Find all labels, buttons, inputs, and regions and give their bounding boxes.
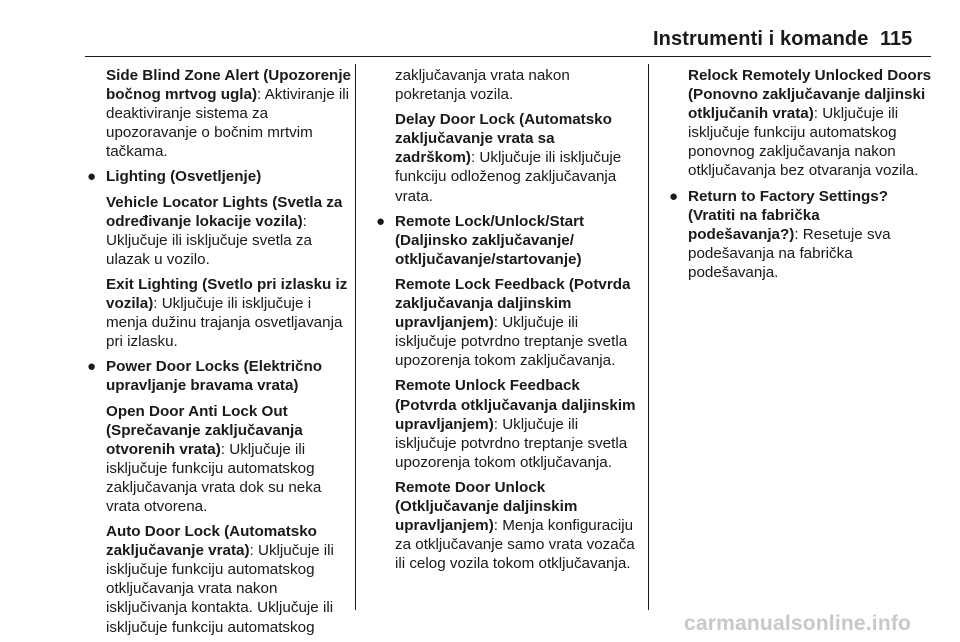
bullet-item <box>668 187 932 282</box>
bullet-icon: ● <box>669 187 679 205</box>
bullet-title: Power Door Locks (Električno upravljanje bravama vrata) <box>106 358 323 395</box>
setting-description <box>86 193 354 269</box>
setting-description <box>375 376 637 471</box>
bullet-icon: ● <box>87 168 97 186</box>
header-divider <box>85 56 931 57</box>
setting-name: Remote Lock Feedback (Potvrda zaključavanja daljinskim upravljanjem) <box>395 275 631 332</box>
bullet-item <box>86 357 354 395</box>
setting-name: Delay Door Lock (Automatsko zaključavanje vrata sa zadrškom) <box>395 111 612 167</box>
setting-name: Remote Door Unlock (Otključavanje daljinskim upravljanjem) <box>395 478 578 535</box>
setting-name: Open Door Anti Lock Out (Sprečavanje zaključavanja otvorenih vrata) <box>106 402 303 458</box>
setting-text: : Uključuje ili isključuje funkciju odloženog zaključavanja vrata. <box>395 149 622 205</box>
text-column-1 <box>86 66 354 637</box>
page-header <box>0 0 960 52</box>
page-number: 115 <box>880 28 913 50</box>
setting-text: : Uključuje ili isključuje funkciju automatskog ponovnog zaključavanja nakon otključavanja bez otvaranja vozila. <box>688 105 919 180</box>
setting-text: : Uključuje ili isključuje potvrdno treptanje svetla upozorenja tokom otključavanja. <box>395 415 628 471</box>
text-column-2 <box>375 66 637 573</box>
setting-description <box>375 275 637 370</box>
setting-text: zaključavanja vrata nakon pokretanja vozila. <box>395 67 570 104</box>
setting-text: : Uključuje ili isključuje funkciju automatskog zaključavanja vrata dok su neka vrata otvorena. <box>106 440 322 515</box>
setting-text: : Aktiviranje ili deaktiviranje sistema za upozoravanje o bočnim mrtvim tačkama. <box>106 86 350 161</box>
bullet-title: Return to Factory Settings? (Vratiti na fabrička podešavanja?) <box>688 187 888 243</box>
setting-text: : Uključuje ili isključuje svetla za ulazak u vozilo. <box>106 212 312 268</box>
setting-description <box>86 275 354 351</box>
setting-name: Remote Unlock Feedback (Potvrda otključavanja daljinskim upravljanjem) <box>395 377 636 433</box>
column-divider-2 <box>648 64 649 610</box>
setting-name: Auto Door Lock (Automatsko zaključavanje vrata) <box>106 523 317 560</box>
watermark: carmanualsonline.info <box>684 612 912 635</box>
setting-name: Relock Remotely Unlocked Doors (Ponovno zaključavanje daljinski otključanih vrata) <box>688 67 932 123</box>
setting-description <box>86 66 354 161</box>
setting-name: Vehicle Locator Lights (Svetla za određivanje lokacije vozila) <box>106 193 343 230</box>
setting-name: Exit Lighting (Svetlo pri izlasku iz vozila) <box>106 275 348 313</box>
text-column-3 <box>668 66 932 282</box>
setting-text: : Uključuje ili isključuje funkciju automatskog otključavanja vrata nakon isključivanja kontakta. Uključuje ili isključuje funkciju automatskog <box>106 542 334 636</box>
setting-text: : Uključuje ili isključuje potvrdno treptanje svetla upozorenja tokom zaključavanja. <box>395 314 628 370</box>
setting-text: : Menja konfiguraciju za otključavanje samo vrata vozača ili celog vozila tokom otključavanja. <box>395 517 635 573</box>
setting-description <box>86 402 354 517</box>
bullet-title: Lighting (Osvetljenje) <box>106 168 262 186</box>
page-title: Instrumenti i komande <box>653 28 869 50</box>
bullet-item <box>375 212 637 269</box>
setting-description <box>375 66 637 104</box>
setting-text: : Uključuje ili isključuje i menja dužinu trajanja osvetljavanja pri izlasku. <box>106 295 343 351</box>
bullet-item <box>86 167 354 186</box>
setting-name: Side Blind Zone Alert (Upozorenje bočnog mrtvog ugla) <box>106 67 351 104</box>
bullet-icon: ● <box>376 212 386 230</box>
bullet-icon: ● <box>87 358 97 376</box>
setting-description <box>375 110 637 205</box>
setting-description <box>668 66 932 181</box>
setting-description <box>86 522 354 637</box>
column-divider-1 <box>355 64 356 610</box>
setting-description <box>375 478 637 573</box>
bullet-text: : Resetuje sva podešavanja na fabrička podešavanja. <box>688 225 891 281</box>
bullet-title: Remote Lock/Unlock/Start (Daljinsko zaključavanje/ otključavanje/startovanje) <box>395 212 585 268</box>
